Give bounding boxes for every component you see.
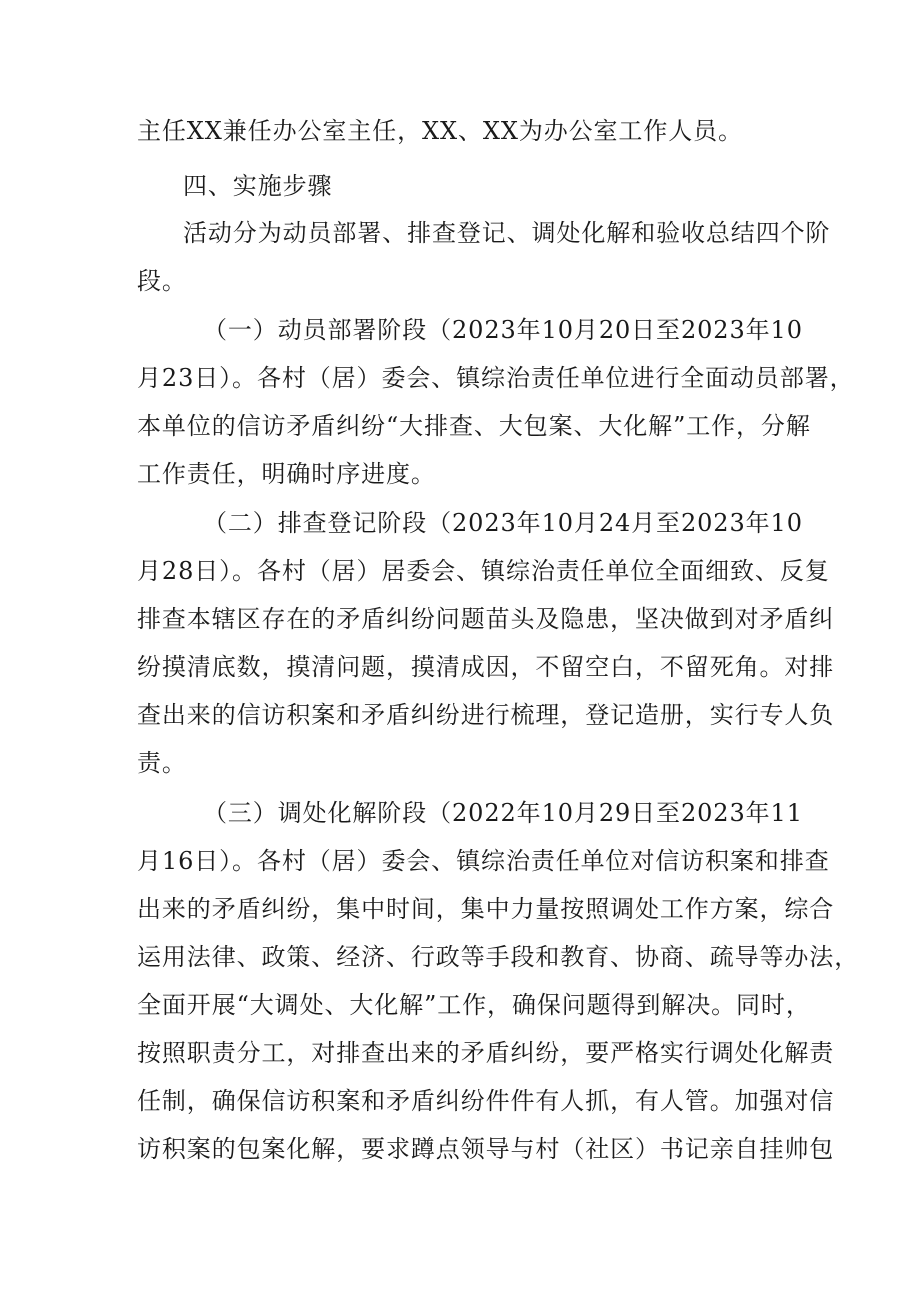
text-line: 责。 — [137, 749, 187, 777]
text-line: 工作责任，明确时序进度。 — [137, 460, 436, 488]
text-line: 访积案的包案化解，要求蹲点领导与村（社区）书记亲自挂帅包 — [137, 1135, 835, 1163]
paragraph-first-line: 活动分为动员部署、排查登记、调处化解和验收总结四个阶 — [183, 219, 831, 247]
section-heading: 四、实施步骤 — [183, 172, 333, 200]
text-line: 月16日）。各村（居）委会、镇综治责任单位对信访积案和排查 — [137, 847, 830, 875]
text-line: 段。 — [137, 267, 187, 295]
text-line: 本单位的信访矛盾纠纷“大排查、大包案、大化解”工作，分解 — [137, 412, 811, 440]
text-line: 排查本辖区存在的矛盾纠纷问题苗头及隐患，坚决做到对矛盾纠 — [137, 605, 835, 633]
text-line: 月23日）。各村（居）委会、镇综治责任单位进行全面动员部署， — [137, 364, 855, 392]
text-line: 出来的矛盾纠纷，集中时间，集中力量按照调处工作方案，综合 — [137, 895, 835, 923]
paragraph-first-line: （三）调处化解阶段（2022年10月29日至2023年11 — [203, 799, 803, 827]
text-line: 查出来的信访积案和矛盾纠纷进行梳理，登记造册，实行专人负 — [137, 701, 835, 729]
text-line: 主任XX兼任办公室主任，XX、XX为办公室工作人员。 — [137, 117, 743, 145]
text-line: 纷摸清底数，摸清问题，摸清成因，不留空白，不留死角。对排 — [137, 653, 835, 681]
text-line: 运用法律、政策、经济、行政等手段和教育、协商、疏导等办法， — [137, 943, 860, 971]
paragraph-first-line: （一）动员部署阶段（2023年10月20日至2023年10 — [203, 316, 803, 344]
text-line: 全面开展“大调处、大化解”工作，确保问题得到解决。同时， — [137, 991, 811, 1019]
text-line: 任制，确保信访积案和矛盾纠纷件件有人抓，有人管。加强对信 — [137, 1087, 835, 1115]
text-line: 月28日）。各村（居）居委会、镇综治责任单位全面细致、反复 — [137, 557, 830, 585]
paragraph-first-line: （二）排查登记阶段（2023年10月24月至2023年10 — [203, 509, 803, 537]
text-line: 按照职责分工，对排查出来的矛盾纠纷，要严格实行调处化解责 — [137, 1039, 835, 1067]
